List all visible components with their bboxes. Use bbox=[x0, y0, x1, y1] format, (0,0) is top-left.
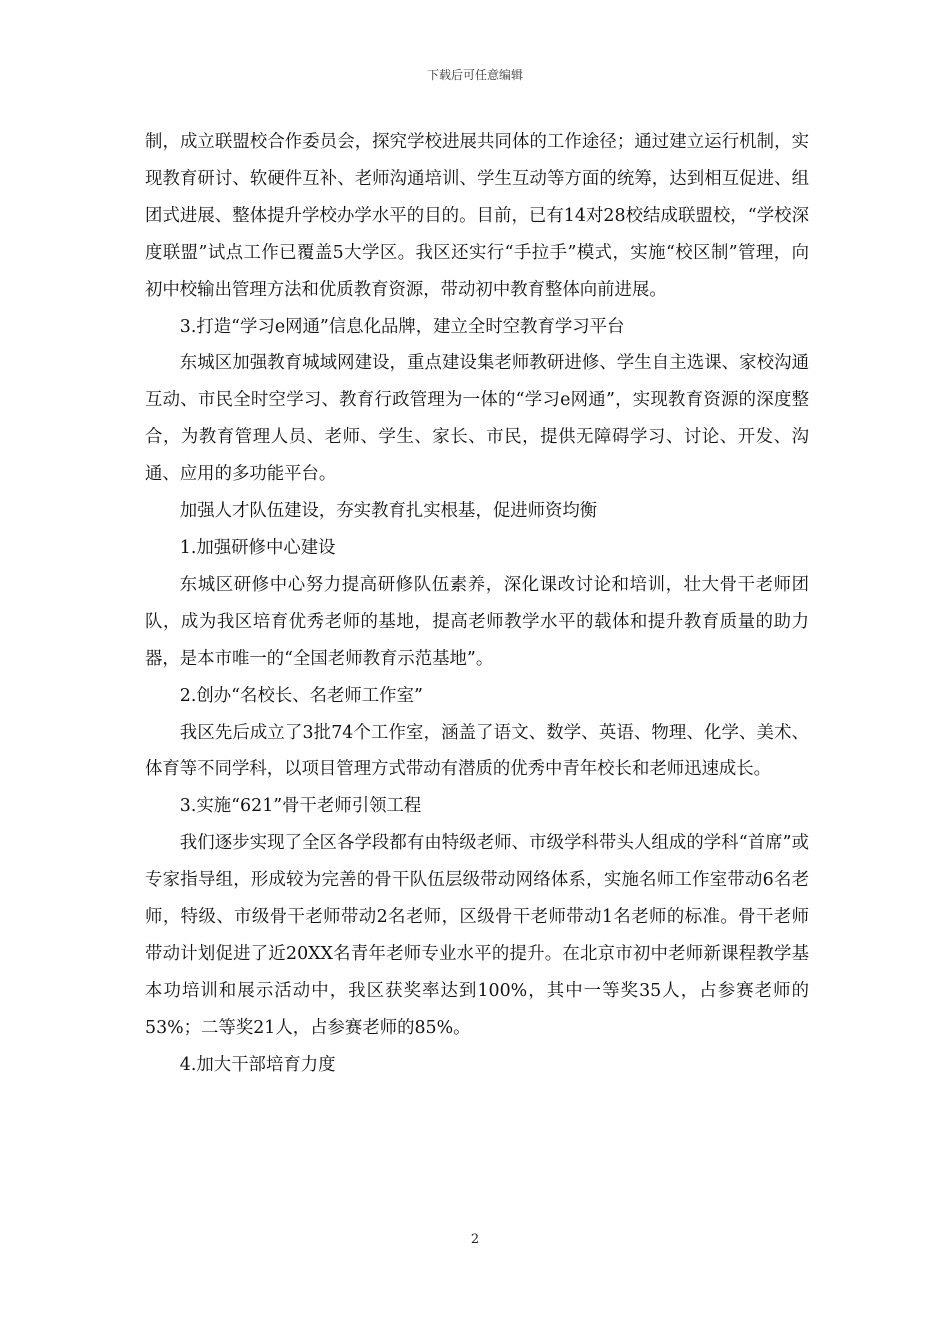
page-header: 下载后可任意编辑 bbox=[426, 68, 523, 82]
document-body bbox=[145, 124, 809, 1084]
heading-621: 3.实施“621”骨干老师引领工程 bbox=[179, 796, 422, 817]
paragraph-621: 我们逐步实现了全区各学段都有由特级老师、市级学科带头人组成的学科“首席”或专家指导组，形成较为完善的骨干队伍层级带动网络体系，实施名师工作室带动6名老师，特级、市级骨干老师带动2名老师，区级骨干老师带动1名老师的标准。骨干老师带动计划促进了近20XX名青年老师专业水平的提升。在北京市初中老师新课程教学基本功培训和展示活动中，我区获奖率达到100%，其中一等奖35人，占参赛老师的53%；二等奖21人，占参赛老师的85%。 bbox=[145, 833, 809, 1038]
paragraph-e-network: 东城区加强教育城域网建设，重点建设集老师教研进修、学生自主选课、家校沟通互动、市民全时空学习、教育行政管理为一体的“学习e网通”，实现教育资源的深度整合，为教育管理人员、老师、学生、家长、市民，提供无障碍学习、讨论、开发、沟通、应用的多功能平台。 bbox=[145, 353, 809, 485]
heading-studio: 2.创办“名校长、名老师工作室” bbox=[179, 685, 423, 706]
paragraph-studio: 我区先后成立了3批74个工作室，涵盖了语文、数学、英语、物理、化学、美术、体育等不同学科，以项目管理方式带动有潜质的优秀中青年校长和老师迅速成长。 bbox=[145, 722, 809, 780]
page-number: 2 bbox=[470, 1232, 480, 1247]
heading-talent: 加强人才队伍建设，夯实教育扎实根基，促进师资均衡 bbox=[179, 501, 598, 522]
heading-e-network: 3.打造“学习e网通”信息化品牌，建立全时空教育学习平台 bbox=[179, 316, 625, 337]
heading-cadre: 4.加大干部培育力度 bbox=[179, 1054, 336, 1075]
paragraph-continued: 制，成立联盟校合作委员会，探究学校进展共同体的工作途径；通过建立运行机制，实现教育研讨、软硬件互补、老师沟通培训、学生互动等方面的统筹，达到相互促进、组团式进展、整体提升学校办学水平的目的。目前，已有14对28校结成联盟校，“学校深度联盟”试点工作已覆盖5大学区。我区还实行“手拉手”模式，实施“校区制”管理，向初中校输出管理方法和优质教育资源，带动初中教育整体向前进展。 bbox=[145, 132, 809, 300]
heading-research-center: 1.加强研修中心建设 bbox=[179, 537, 336, 558]
paragraph-research-center: 东城区研修中心努力提高研修队伍素养，深化课改讨论和培训，壮大骨干老师团队，成为我区培育优秀老师的基地，提高老师教学水平的载体和提升教育质量的助力器，是本市唯一的“全国老师教育示范基地”。 bbox=[145, 574, 809, 669]
